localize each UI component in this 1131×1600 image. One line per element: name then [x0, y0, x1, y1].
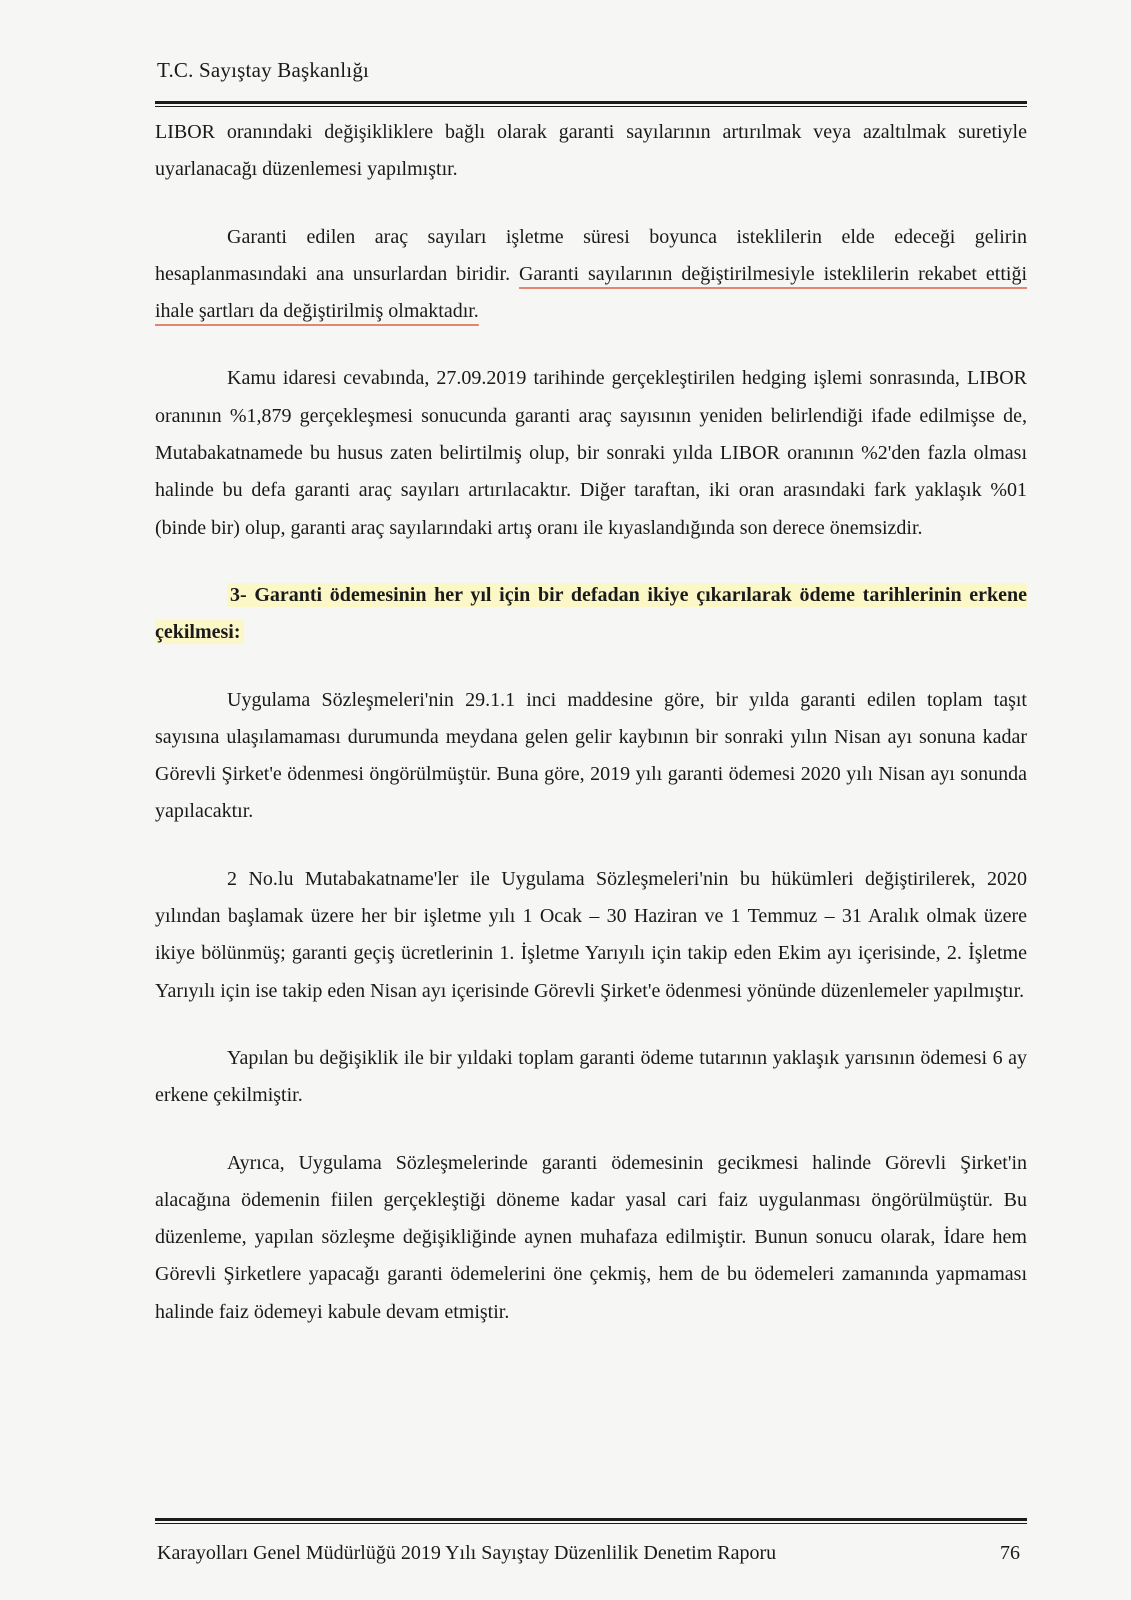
footer-title: Karayolları Genel Müdürlüğü 2019 Yılı Sayıştay Düzenlilik Denetim Raporu	[157, 1542, 777, 1564]
footer-rule-thin	[155, 1523, 1027, 1524]
header-rule-thin	[155, 106, 1027, 107]
paragraph-7: Ayrıca, Uygulama Sözleşmelerinde garanti ödemesinin gecikmesi halinde Görevli Şirket'in alacağına ödemenin fiilen gerçekleştiği döneme kadar yasal cari faiz uygulanması öngörülmüştür. Bu düzenleme, yapılan sözleşme değişikliğinde aynen muhafaza edilmiştir. Bunun sonucu olarak, İdare hem Görevli Şirketlere yapacağı garanti ödemelerini öne çekmiş, hem de bu ödemeleri zamanında yapmaması halinde faiz ödemeyi kabule devam etmiştir.	[155, 1151, 1027, 1323]
paragraph-2	[155, 219, 1027, 331]
paragraph-2-underlined-text: Garanti sayılarının değiştirilmesiyle isteklilerin rekabet ettiği ihale şartları da değiştirilmiş olmaktadır.	[155, 262, 1027, 323]
header-title: T.C. Sayıştay Başkanlığı	[157, 58, 370, 82]
paragraph-2-text: Garanti edilen araç sayıları işletme süresi boyunca isteklilerin elde edeceği gelirin hesaplanmasındaki ana unsurlardan biridir.	[155, 225, 1027, 285]
document-body	[155, 114, 1027, 1361]
section-heading-highlight: 3- Garanti ödemesinin her yıl için bir defadan ikiye çıkarılarak ödeme tarihlerinin erkene çekilmesi:	[155, 583, 1027, 644]
page-number: 76	[1000, 1542, 1020, 1564]
header-rule-thick	[155, 101, 1027, 104]
section-heading	[155, 577, 1027, 652]
paragraph-5: 2 No.lu Mutabakatname'ler ile Uygulama Sözleşmeleri'nin bu hükümleri değiştirilerek, 2020 yılından başlamak üzere her bir işletme yılı 1 Ocak – 30 Haziran ve 1 Temmuz – 31 Aralık olmak üzere ikiye bölünmüş; garanti geçiş ücretlerinin 1. İşletme Yarıyılı için takip eden Ekim ayı içerisinde, 2. İşletme Yarıyılı için ise takip eden Nisan ayı içerisinde Görevli Şirket'e ödenmesi yönünde düzenlemeler yapılmıştır.	[155, 867, 1027, 1002]
paragraph-6: Yapılan bu değişiklik ile bir yıldaki toplam garanti ödeme tutarının yaklaşık yarısının ödemesi 6 ay erkene çekilmiştir.	[155, 1046, 1027, 1107]
paragraph-4: Uygulama Sözleşmeleri'nin 29.1.1 inci maddesine göre, bir yılda garanti edilen toplam taşıt sayısına ulaşılamaması durumunda meydana gelen gelir kaybının bir sonraki yılın Nisan ayı sonuna kadar Görevli Şirket'e ödenmesi öngörülmüştür. Buna göre, 2019 yılı garanti ödemesi 2020 yılı Nisan ayı sonunda yapılacaktır.	[155, 688, 1027, 823]
footer-rule-thick	[155, 1518, 1027, 1521]
paragraph-3: Kamu idaresi cevabında, 27.09.2019 tarihinde gerçekleştirilen hedging işlemi sonrasında, LIBOR oranının %1,879 gerçekleşmesi sonucunda garanti araç sayısının yeniden belirlendiği ifade edilmişse de, Mutabakatnamede bu husus zaten belirtilmiş olup, bir sonraki yılda LIBOR oranının %2'den fazla olması halinde bu defa garanti araç sayıları artırılacaktır. Diğer taraftan, iki oran arasındaki fark yaklaşık %01 (binde bir) olup, garanti araç sayılarındaki artış oranı ile kıyaslandığında son derece önemsizdir.	[155, 367, 1027, 539]
paragraph-1: LIBOR oranındaki değişikliklere bağlı olarak garanti sayılarının artırılmak veya azaltılmak suretiyle uyarlanacağı düzenlemesi yapılmıştır.	[155, 121, 1027, 181]
